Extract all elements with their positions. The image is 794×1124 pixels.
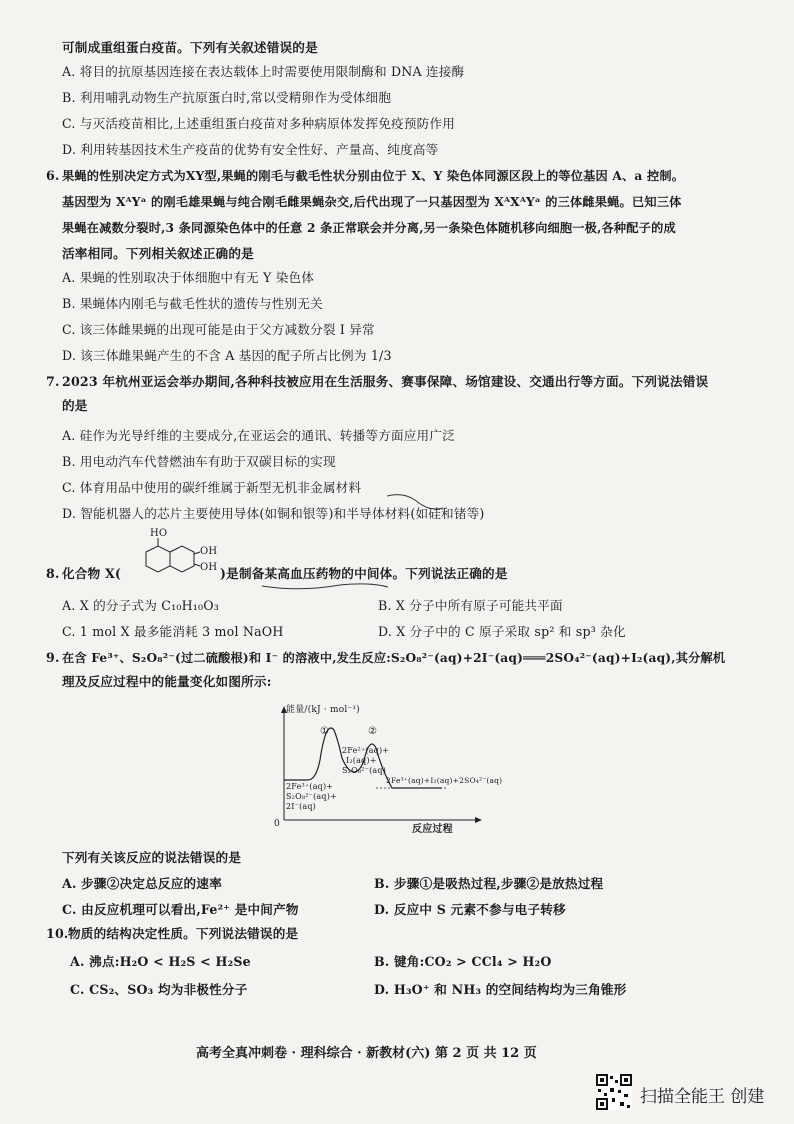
q6-option-a: A. 果蝇的性别取决于体细胞中有无 Y 染色体 (62, 270, 315, 285)
q10-option-a: A. 沸点:H₂O < H₂S < H₂Se (70, 954, 251, 969)
products-label: 2Fe³⁺(aq)+I₂(aq)+2SO₄²⁻(aq) (386, 776, 503, 785)
q5-option-b: B. 利用哺乳动物生产抗原蛋白时,常以受精卵作为受体细胞 (62, 90, 392, 105)
q10-number: 10. (46, 926, 69, 941)
origin-label: 0 (274, 819, 280, 829)
q6-number: 6. (46, 168, 60, 183)
peak-1-label: ① (320, 726, 330, 737)
q8-stem-end: )是制备某高血压药物的中间体。下列说法正确的是 (220, 566, 508, 581)
q8-option-b: B. X 分子中所有原子可能共平面 (378, 598, 563, 613)
q8-option-d: D. X 分子中的 C 原子采取 sp² 和 sp³ 杂化 (378, 624, 626, 639)
q7-option-a: A. 硅作为光导纤维的主要成分,在亚运会的通讯、转播等方面应用广泛 (62, 428, 455, 443)
q5-option-a: A. 将目的抗原基因连接在表达载体上时需要使用限制酶和 DNA 连接酶 (62, 64, 465, 79)
q8-option-a: A. X 的分子式为 C₁₀H₁₀O₃ (62, 598, 220, 613)
intermediate-label-1: 2Fe²⁺(aq)+ (342, 746, 390, 755)
q7-option-b: B. 用电动汽车代替燃油车有助于双碳目标的实现 (62, 454, 336, 469)
q6-stem-line-3: 果蝇在减数分裂时,3 条同源染色体中的任意 2 条正常联会并分离,另一条染色体随机移向细胞一极,各种配子的成 (62, 221, 676, 235)
q6-option-c: C. 该三体雌果蝇的出现可能是由于父方减数分裂 Ⅰ 异常 (62, 322, 375, 337)
pen-mark (385, 490, 445, 520)
energy-profile-plot (272, 700, 502, 840)
scanner-watermark: 扫描全能王 创建 (640, 1087, 765, 1107)
q9-stem-line-2: 理及反应过程中的能量变化如图所示: (62, 674, 272, 689)
q8-number: 8. (46, 566, 60, 581)
x-axis-label: 反应过程 (412, 824, 453, 835)
q10-option-b: B. 键角:CO₂ > CCl₄ > H₂O (374, 954, 552, 969)
question-stem-continuation: 可制成重组蛋白疫苗。下列有关叙述错误的是 (62, 40, 318, 55)
reactants-label-2: S₂O₈²⁻(aq)+ (286, 792, 337, 801)
q6-option-d: D. 该三体雌果蝇产生的不含 A 基因的配子所占比例为 1/3 (62, 348, 392, 363)
intermediate-label-2: I₂(aq)+ (346, 756, 377, 765)
reactants-label-3: 2I⁻(aq) (286, 802, 317, 811)
q8-stem-start: 化合物 X( (62, 566, 122, 581)
q6-stem-line-4: 活率相同。下列相关叙述正确的是 (62, 246, 254, 261)
q9-option-c: C. 由反应机理可以看出,Fe²⁺ 是中间产物 (62, 902, 299, 917)
q10-option-c: C. CS₂、SO₃ 均为非极性分子 (70, 982, 248, 997)
qr-code-icon (596, 1074, 632, 1110)
q9-question: 下列有关该反应的说法错误的是 (62, 850, 242, 865)
q9-stem-line-1: 在含 Fe³⁺、S₂O₈²⁻(过二硫酸根)和 I⁻ 的溶液中,发生反应:S₂O₈²⁻(aq)+2I⁻(aq)═══2SO₄²⁻(aq)+I₂(aq),其分解机 (62, 651, 726, 665)
q7-number: 7. (46, 374, 60, 389)
q9-number: 9. (46, 650, 60, 665)
struct-label-oh-1: OH (200, 546, 218, 557)
q6-stem-line-2: 基因型为 XᴬYᵃ 的刚毛雄果蝇与纯合刚毛雌果蝇杂交,后代出现了一只基因型为 XᴬXᴬYᵃ 的三体雌果蝇。已知三体 (62, 195, 682, 209)
q6-stem-line-1: 果蝇的性别决定方式为XY型,果蝇的刚毛与截毛性状分别由位于 X、Y 染色体同源区段上的等位基因 A、a 控制。 (62, 169, 685, 183)
q6-option-b: B. 果蝇体内刚毛与截毛性状的遗传与性别无关 (62, 296, 323, 311)
reactants-label-1: 2Fe³⁺(aq)+ (286, 782, 334, 791)
q9-option-a: A. 步骤②决定总反应的速率 (62, 876, 222, 891)
energy-diagram (272, 700, 502, 840)
struct-label-oh-2: OH (200, 562, 218, 573)
y-axis-label: 能量/(kJ · mol⁻¹) (286, 705, 360, 715)
q9-option-d: D. 反应中 S 元素不参与电子转移 (374, 902, 566, 917)
q10-stem: 物质的结构决定性质。下列说法错误的是 (68, 926, 299, 941)
q5-option-d: D. 利用转基因技术生产疫苗的优势有安全性好、产量高、纯度高等 (62, 142, 439, 157)
q7-stem-line-1: 2023 年杭州亚运会举办期间,各种科技被应用在生活服务、赛事保障、场馆建设、交通出行等方面。下列说法错误 (62, 374, 709, 389)
page-footer: 高考全真冲刺卷 · 理科综合 · 新教材(六) 第 2 页 共 12 页 (196, 1046, 537, 1061)
q8-option-c: C. 1 mol X 最多能消耗 3 mol NaOH (62, 624, 284, 639)
q7-stem-line-2: 的是 (62, 398, 88, 413)
q9-option-b: B. 步骤①是吸热过程,步骤②是放热过程 (374, 876, 604, 891)
peak-2-label: ② (368, 726, 378, 737)
structure-x (124, 528, 220, 590)
q10-option-d: D. H₃O⁺ 和 NH₃ 的空间结构均为三角锥形 (374, 982, 627, 997)
q7-option-c: C. 体育用品中使用的碳纤维属于新型无机非金属材料 (62, 480, 362, 495)
q7-option-d: D. 智能机器人的芯片主要使用导体(如铜和银等)和半导体材料(如硅和锗等) (62, 506, 485, 521)
q5-option-c: C. 与灭活疫苗相比,上述重组蛋白疫苗对多种病原体发挥免疫预防作用 (62, 116, 456, 131)
bleed-through (520, 548, 524, 561)
intermediate-label-3: S₂O₈²⁻(aq) (342, 766, 387, 775)
struct-label-ho: HO (150, 528, 168, 539)
pen-underline (260, 580, 390, 592)
